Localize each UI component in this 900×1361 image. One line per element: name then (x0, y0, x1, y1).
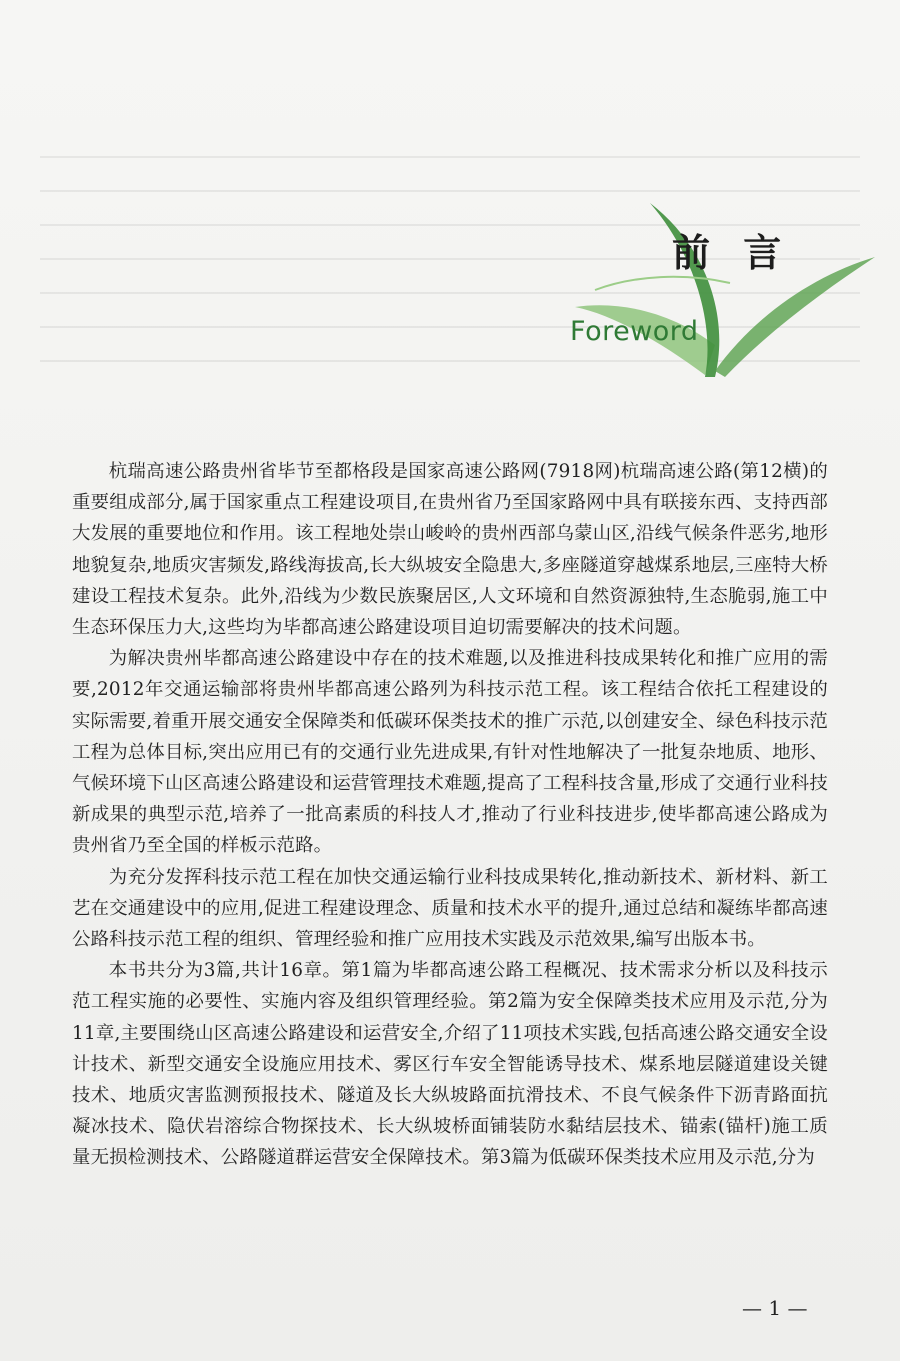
page-number: — 1 — (742, 1296, 808, 1320)
page-title-en: Foreword (570, 316, 699, 347)
body-text (72, 456, 828, 1174)
paragraph-2: 为解决贵州毕都高速公路建设中存在的技术难题,以及推进科技成果转化和推广应用的需要,2012年交通运输部将贵州毕都高速公路列为科技示范工程。该工程结合依托工程建设的实际需要,着重开展交通安全保障类和低碳环保类技术的推广示范,以创建安全、绿色科技示范工程为总体目标,突出应用已有的交通行业先进成果,有针对性地解决了一批复杂地质、地形、气候环境下山区高速公路建设和运营管理技术难题,提高了工程科技含量,形成了交通行业科技新成果的典型示范,培养了一批高素质的科技人才,推动了行业科技进步,使毕都高速公路成为贵州省乃至全国的样板示范路。 (72, 648, 828, 857)
paragraph-1: 杭瑞高速公路贵州省毕节至都格段是国家高速公路网(7918网)杭瑞高速公路(第12横)的重要组成部分,属于国家重点工程建设项目,在贵州省乃至国家路网中具有联接东西、支持西部大发展的重要地位和作用。该工程地处崇山峻岭的贵州西部乌蒙山区,沿线气候条件恶劣,地形地貌复杂,地质灾害频发,路线海拔高,长大纵坡安全隐患大,多座隧道穿越煤系地层,三座特大桥建设工程技术复杂。此外,沿线为少数民族聚居区,人文环境和自然资源独特,生态脆弱,施工中生态环保压力大,这些均为毕都高速公路建设项目迫切需要解决的技术问题。 (72, 461, 828, 639)
paragraph-4: 本书共分为3篇,共计16章。第1篇为毕都高速公路工程概况、技术需求分析以及科技示范工程实施的必要性、实施内容及组织管理经验。第2篇为安全保障类技术应用及示范,分为11章,主要围绕山区高速公路建设和运营安全,介绍了11项技术实践,包括高速公路交通安全设计技术、新型交通安全设施应用技术、雾区行车安全智能诱导技术、煤系地层隧道建设关键技术、地质灾害监测预报技术、隧道及长大纵坡路面抗滑技术、不良气候条件下沥青路面抗凝冰技术、隐伏岩溶综合物探技术、长大纵坡桥面铺装防水黏结层技术、锚索(锚杆)施工质量无损检测技术、公路隧道群运营安全保障技术。第3篇为低碳环保类技术应用及示范,分为 (72, 960, 828, 1169)
paragraph-3: 为充分发挥科技示范工程在加快交通运输行业科技成果转化,推动新技术、新材料、新工艺在交通建设中的应用,促进工程建设理念、质量和技术水平的提升,通过总结和凝练毕都高速公路科技示范工程的组织、管理经验和推广应用技术实践及示范效果,编写出版本书。 (72, 866, 828, 951)
page-title-cn: 前 言 (672, 231, 792, 275)
